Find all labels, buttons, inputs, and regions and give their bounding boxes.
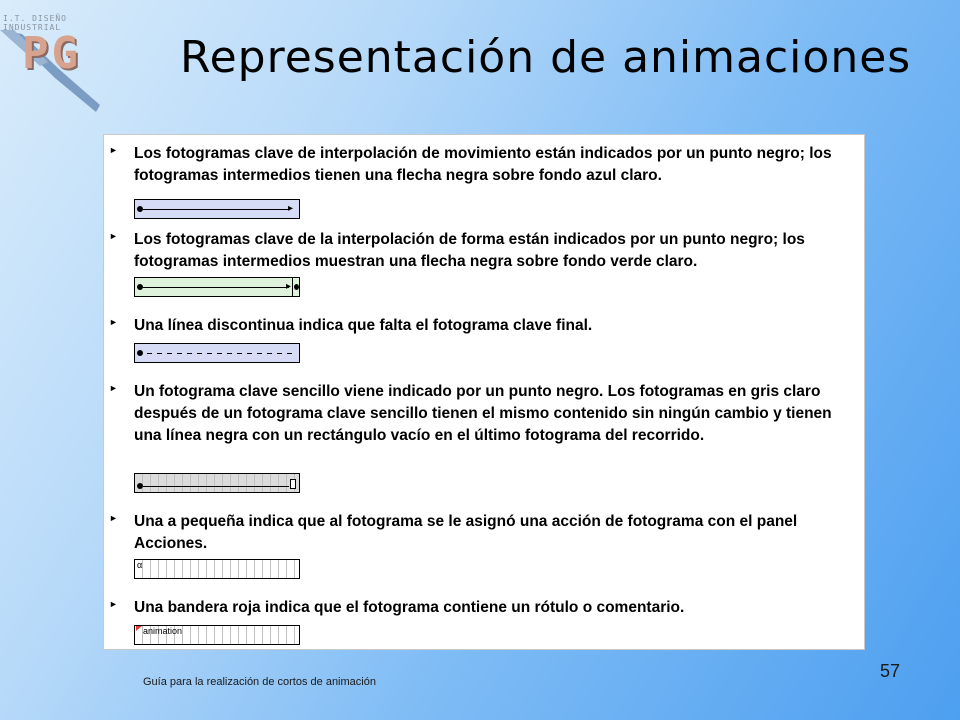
arrow-head-icon: ▸ xyxy=(287,203,293,214)
item-text: Una línea discontinua indica que falta el fotograma clave final. xyxy=(134,317,593,334)
content-panel xyxy=(103,134,865,650)
item-text: Los fotogramas clave de interpolación de movimiento están indicados por un punto negro; los fotogramas intermedios tienen una flecha negra sobre fondo azul claro. xyxy=(134,145,832,184)
item-text: Un fotograma clave sencillo viene indicado por un punto negro. Los fotogramas en gris claro después de un fotograma clave sencillo tienen el mismo contenido sin ningún cambio y tienen una línea negra con un rectángulo vacío en el último fotograma del recorrido. xyxy=(134,383,832,444)
bullet-icon: ► xyxy=(109,145,118,155)
bullet-icon: ► xyxy=(109,231,118,241)
dashed-line xyxy=(147,353,297,354)
logo-tagline: I.T. DISEÑO INDUSTRIAL xyxy=(3,14,67,32)
static-line xyxy=(143,486,289,487)
footer-text: Guía para la realización de cortos de animación xyxy=(143,676,376,688)
label-frames-example xyxy=(134,625,300,645)
page-number: 57 xyxy=(880,661,901,681)
arrow-head-icon: ▸ xyxy=(285,281,291,292)
slide-title: Representación de animaciones xyxy=(180,32,912,83)
broken-tween-frames-example xyxy=(134,343,300,363)
end-keyframe-dot-icon xyxy=(294,284,299,290)
tween-arrow-line xyxy=(143,287,289,288)
empty-rectangle-icon xyxy=(290,479,296,489)
action-frames-example xyxy=(134,559,300,579)
item-text: Una a pequeña indica que al fotograma se le asignó una acción de fotograma con el panel Acciones. xyxy=(134,513,798,552)
bullet-icon: ► xyxy=(109,317,118,327)
keyframe-dot-icon xyxy=(137,350,143,356)
end-keyframe-bar xyxy=(292,278,293,296)
tween-arrow-line xyxy=(143,209,289,210)
motion-tween-frames-example xyxy=(134,199,300,219)
bullet-icon: ► xyxy=(109,599,118,609)
shape-tween-frames-example xyxy=(134,277,300,297)
action-label: α xyxy=(137,560,143,570)
logo-letters: PG xyxy=(22,28,81,79)
static-keyframe-frames-example xyxy=(134,473,300,493)
frame-comment-label: animation xyxy=(143,626,183,636)
bullet-icon: ► xyxy=(109,383,118,393)
bullet-icon: ► xyxy=(109,513,118,523)
logo xyxy=(0,0,130,125)
item-text: Los fotogramas clave de la interpolación de forma están indicados por un punto negro; los fotogramas intermedios muestran una flecha negra sobre fondo verde claro. xyxy=(134,231,805,270)
item-text: Una bandera roja indica que el fotograma contiene un rótulo o comentario. xyxy=(134,599,685,616)
red-flag-icon xyxy=(136,626,142,631)
